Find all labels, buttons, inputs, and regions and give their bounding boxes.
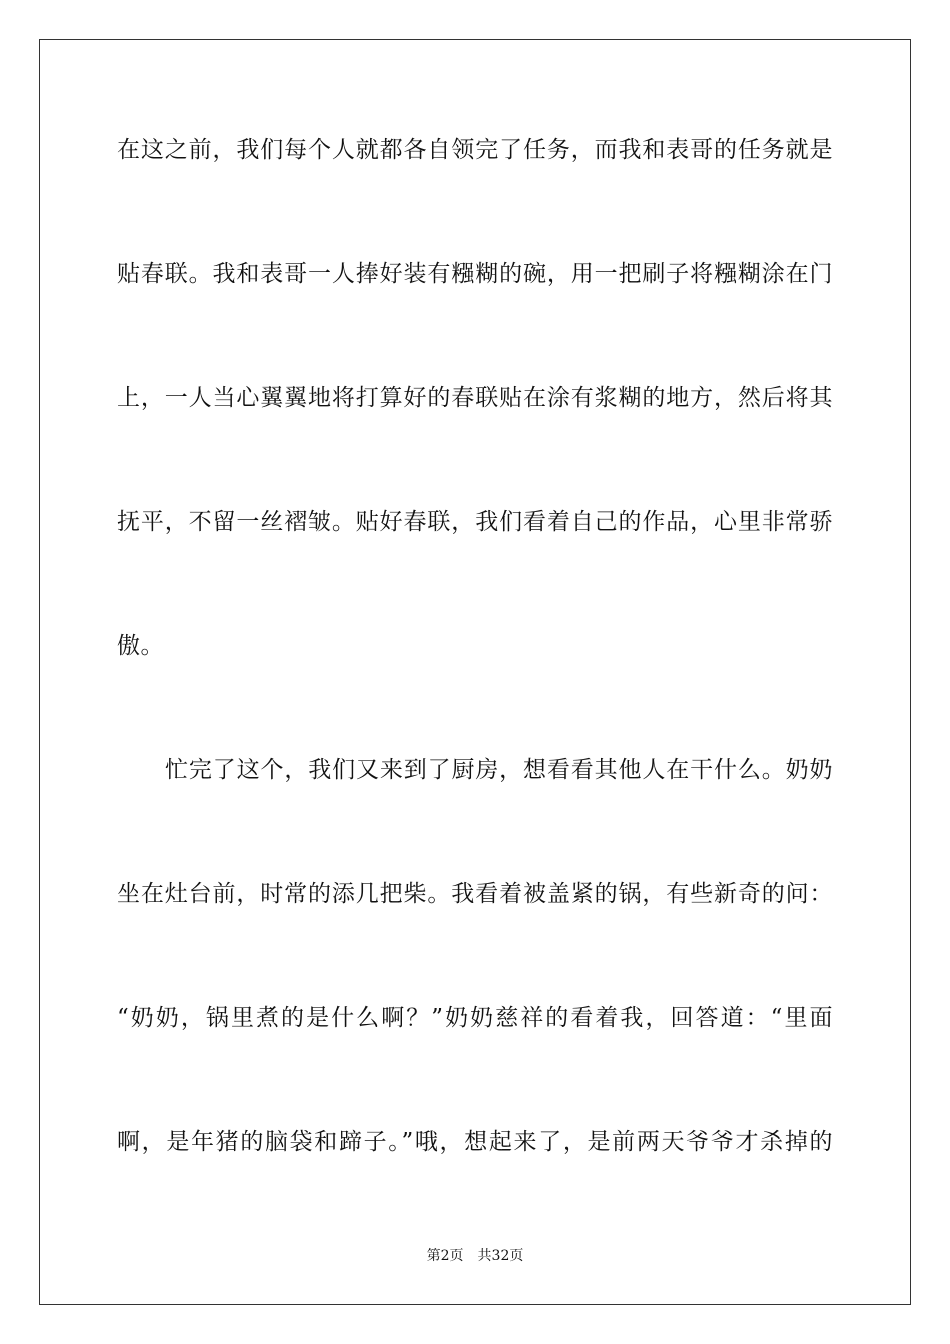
text-line: 坐在灶台前，时常的添几把柴。我看着被盖紧的锅，有些新奇的问： [117,881,833,907]
page-border [39,39,911,1305]
page-number: 第2页 [426,1248,464,1264]
paragraph-first-line: 忙完了这个，我们又来到了厨房，想看看其他人在干什么。奶奶 [165,757,833,783]
text-line: 上，一人当心翼翼地将打算好的春联贴在涂有浆糊的地方，然后将其 [117,385,833,411]
text-line: 啊，是年猪的脑袋和蹄子。”哦，想起来了，是前两天爷爷才杀掉的 [117,1129,833,1155]
total-pages: 共32页 [477,1248,524,1264]
text-line: 贴春联。我和表哥一人捧好装有糨糊的碗，用一把刷子将糨糊涂在门 [117,261,833,287]
text-line: 在这之前，我们每个人就都各自领完了任务，而我和表哥的任务就是 [117,137,833,163]
page-footer [0,1247,950,1265]
text-line: “奶奶，锅里煮的是什么啊？”奶奶慈祥的看着我，回答道：“里面 [117,1005,833,1031]
text-line: 傲。 [117,633,164,659]
text-line: 抚平，不留一丝褶皱。贴好春联，我们看着自己的作品，心里非常骄 [117,509,833,535]
